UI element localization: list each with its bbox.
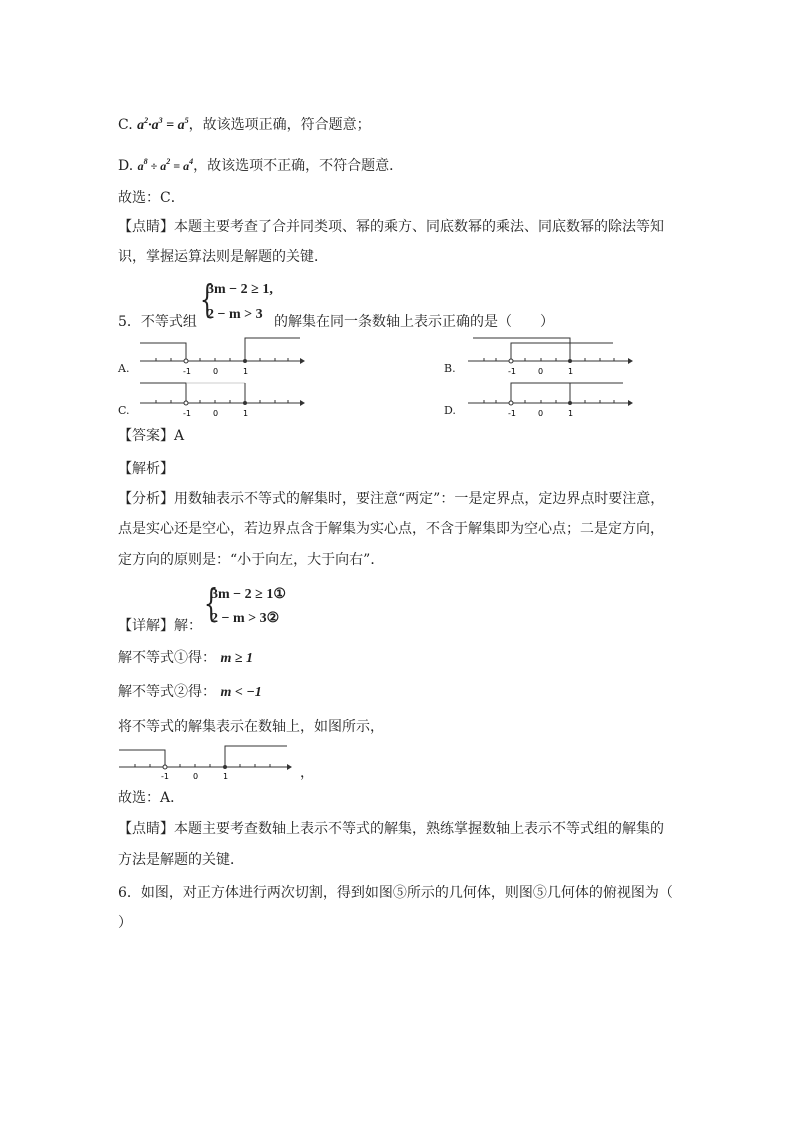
solution-right-ray [245, 338, 300, 361]
tick-label: 0 [193, 772, 199, 781]
system-brace: { [199, 277, 215, 321]
number-line-c [140, 378, 305, 424]
solve-line-1 [118, 649, 253, 668]
solution-left-ray [119, 750, 165, 767]
show-line: 将不等式的解集表示在数轴上，如图所示， [118, 719, 384, 735]
solve-1-text: 解不等式①得： [118, 650, 216, 666]
solid-point [243, 359, 247, 363]
fenxi-line-2: 点是实心还是空心，若边界点含于解集为实心点，不含于解集即为空心点；二是定方向， [118, 521, 664, 537]
number-line-a [140, 336, 305, 382]
tick-label: -1 [161, 772, 169, 781]
dianjing-2-line-2: 方法是解题的关键． [118, 852, 244, 868]
tick-label: 1 [568, 409, 574, 418]
dianjing-line-1: 【点睛】本题主要考查了合并同类项、幂的乘方、同底数幂的乘法、同底数幂的除法等知 [118, 219, 664, 235]
question-6-line-1: 6．如图，对正方体进行两次切割，得到如图⑤所示的几何体，则图⑤几何体的俯视图为（ [118, 885, 673, 901]
solid-point [568, 359, 572, 363]
tick-label: 1 [568, 367, 574, 376]
solid-point [223, 765, 227, 769]
tick-label: 0 [213, 409, 219, 418]
tick-label: 1 [223, 772, 229, 781]
option-d-expression: $a^8 \div a^2 = a^4$ [137, 157, 194, 173]
tick-label: 1 [243, 367, 249, 376]
solve-line-2 [118, 683, 262, 702]
arrow-icon [300, 358, 305, 364]
solve-2-expression: m < −1 [220, 685, 262, 700]
dianjing-2-line-1: 【点睛】本题主要考查数轴上表示不等式的解集，熟练掌握数轴上表示不等式组的解集的 [118, 821, 664, 837]
solution-left-ray [140, 343, 186, 361]
arrow-icon [300, 400, 305, 406]
tick-label: -1 [183, 409, 191, 418]
open-point [163, 765, 167, 769]
solid-point [243, 401, 247, 405]
tick-label: 0 [538, 367, 544, 376]
open-point [509, 401, 513, 405]
option-d-text: ，故该选项不正确，不符合题意． [193, 158, 404, 174]
tick-label: -1 [183, 367, 191, 376]
option-c-line [118, 112, 371, 135]
xiangjie-label: 【详解】解： [118, 618, 202, 634]
jiexi-heading: 【解析】 [118, 461, 174, 477]
system-line-1: 3m − 2 ≥ 1, [207, 282, 273, 297]
detail-system-line-1: 3m − 2 ≥ 1① [211, 587, 286, 602]
tick-label: -1 [508, 409, 516, 418]
solution-number-line [119, 742, 294, 782]
open-point [509, 359, 513, 363]
option-c-expression: $a^2\cdot a^3 = a^5$ [137, 116, 189, 133]
option-d-line [118, 153, 403, 175]
answer-line: 【答案】A [118, 428, 185, 444]
solution-right-ray [511, 383, 623, 403]
tick-label: -1 [508, 367, 516, 376]
open-point [184, 401, 188, 405]
fenxi-line-1: 【分析】用数轴表示不等式的解集时，要注意“两定”：一是定界点，定边界点时要注意， [118, 491, 665, 507]
solution-left-ray [473, 338, 570, 361]
tick-label: 0 [538, 409, 544, 418]
question-5-suffix: 的解集在同一条数轴上表示正确的是（ ） [274, 314, 554, 330]
option-b-label: B. [444, 362, 456, 375]
option-c-label: C. [118, 404, 130, 417]
system-brace: { [203, 581, 219, 625]
solid-point [568, 401, 572, 405]
open-point [184, 359, 188, 363]
solution-right-ray [225, 746, 287, 767]
option-c-text: ，故该选项正确，符合题意； [188, 117, 371, 133]
option-d-label: D. [444, 404, 456, 417]
solve-2-text: 解不等式②得： [118, 684, 216, 700]
number-line-b [468, 336, 633, 382]
arrow-icon [287, 764, 292, 770]
question-5-prefix: 5．不等式组 [118, 314, 197, 330]
question-6-line-2: ） [118, 915, 132, 931]
number-line-d [468, 378, 633, 424]
arrow-icon [628, 358, 633, 364]
dianjing-line-2: 识，掌握运算法则是解题的关键． [118, 249, 328, 265]
fenxi-line-3: 定方向的原则是：“小于向左，大于向右”． [118, 552, 385, 568]
solution-left-ray [140, 383, 186, 403]
choice-c: 故选：C． [118, 190, 185, 206]
detail-system-line-2: 2 − m > 3② [211, 611, 280, 626]
option-a-label: A. [118, 362, 130, 375]
option-d-prefix: D. [118, 158, 134, 174]
option-c-prefix: C. [118, 117, 133, 133]
solve-1-expression: m ≥ 1 [220, 651, 254, 666]
show-axis-comma: ， [300, 765, 314, 781]
arrow-icon [628, 400, 633, 406]
choice-a: 故选：A． [118, 790, 185, 806]
tick-label: 0 [213, 367, 219, 376]
solution-right-ray [511, 343, 613, 361]
system-line-2: 2 − m > 3 [207, 307, 263, 322]
tick-label: 1 [243, 409, 249, 418]
